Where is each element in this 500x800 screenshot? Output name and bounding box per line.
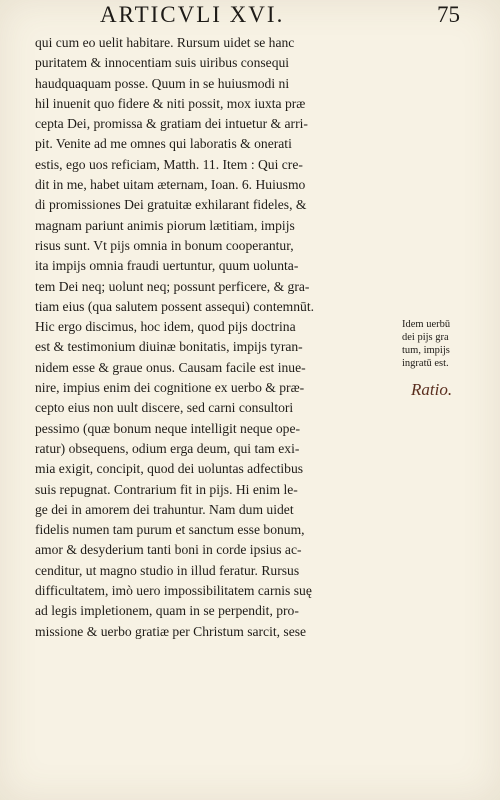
text-line: ratur) obsequens, odium erga deum, qui tam exi- [35, 440, 300, 456]
margin-note-line: ingratū est. [402, 358, 449, 369]
text-line: pessimo (quæ bonum neque intelligit neque ope- [35, 420, 301, 436]
text-line: tem Dei neq; uolunt neq; possunt perficere, & gra- [35, 278, 310, 294]
text-line: cepta Dei, promissa & gratiam dei intuetur & arri- [35, 116, 308, 132]
text-line: pit. Venite ad me omnes qui laboratis & onerati [35, 136, 292, 152]
text-line: estis, ego uos reficiam, Matth. 11. Item : Qui cre- [35, 156, 303, 172]
text-line: dit in me, habet uitam æternam, Ioan. 6. Huiusmo [35, 177, 306, 193]
text-line: di promissiones Dei gratuitæ exhilarant fideles, & [35, 197, 307, 213]
text-line: hil inuenit quo fidere & niti possit, mox iuxta præ [35, 95, 306, 111]
text-line: amor & desyderium tanti boni in corde ipsius ac- [35, 542, 302, 558]
page-number: 75 [437, 2, 460, 27]
page-header [0, 2, 500, 30]
text-line: ita impijs omnia fraudi uertuntur, quum uolunta- [35, 258, 299, 274]
text-line: qui cum eo uelit habitare. Rursum uidet se hanc [35, 35, 295, 50]
handwritten-annotation: Ratio. [411, 380, 453, 399]
text-line: ad legis impletionem, quam in se perpendit, pro- [35, 603, 299, 619]
running-head: ARTICVLI XVI. [100, 2, 285, 27]
text-line: missione & uerbo gratiæ per Christum sarcit, sese [35, 623, 307, 639]
text-line: suis repugnat. Contrarium fit in pijs. Hi enim le- [35, 481, 298, 497]
margin-note-line: tum, impijs [402, 345, 450, 356]
text-line: puritatem & innocentiam suis uiribus consequi [35, 55, 290, 71]
text-line: Hic ergo discimus, hoc idem, quod pijs doctrina [35, 319, 296, 335]
text-line: mia exigit, concipit, quod dei uoluntas adfectibus [35, 461, 304, 477]
text-line: haudquaquam posse. Quum in se huiusmodi ni [35, 75, 290, 91]
text-line: est & testimonium diuinæ bonitatis, impijs tyran- [35, 339, 303, 355]
text-line: ge dei in amorem dei trahuntur. Nam dum uidet [35, 501, 294, 517]
text-line: fidelis numen tam purum et sanctum esse bonum, [35, 522, 305, 538]
text-line: difficultatem, imò uero impossibilitatem carnis suę [35, 583, 312, 599]
text-line: nidem esse & graue onus. Causam facile est inue- [35, 359, 306, 375]
body-text [35, 33, 405, 642]
text-line: cepto eius non uult discere, sed carni consultori [35, 400, 294, 416]
margin-note-line: Idem uerbū [402, 319, 451, 330]
margin-note [402, 318, 482, 370]
text-line: cenditur, ut magno studio in illud feratur. Rursus [35, 562, 300, 578]
text-line: nire, impius enim dei cognitione ex uerbo & præ- [35, 380, 305, 396]
text-line: tiam eius (qua salutem possent assequi) contemnūt. [35, 298, 314, 314]
text-line: magnam pariunt animis piorum lætitiam, impijs [35, 217, 295, 233]
margin-note-line: dei pijs gra [402, 332, 449, 343]
text-line: risus sunt. Vt pijs omnia in bonum cooperantur, [35, 237, 294, 253]
